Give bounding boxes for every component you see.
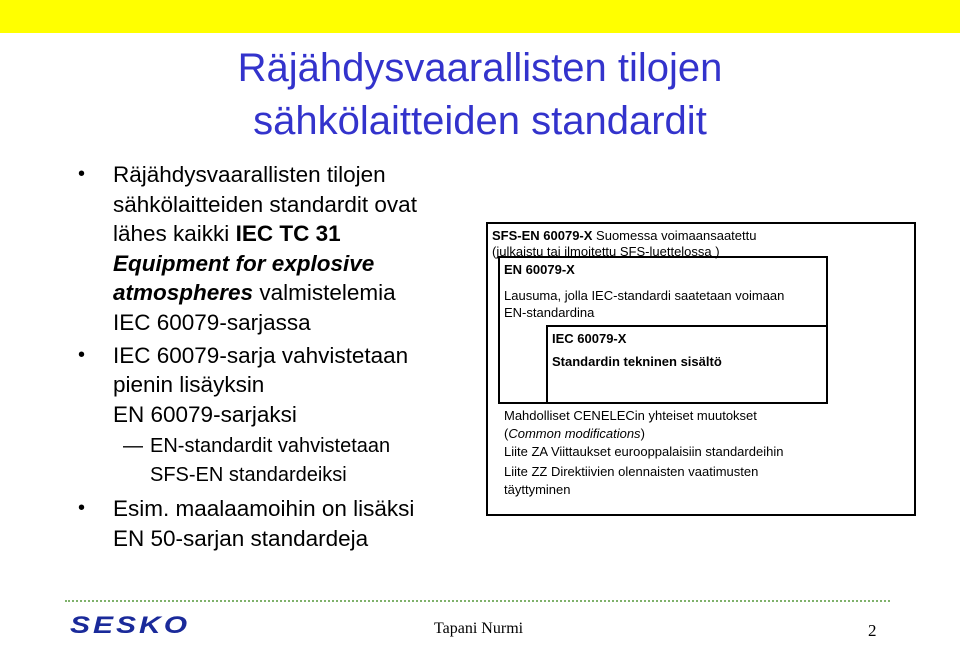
annex-zz-line2: täyttyminen xyxy=(504,482,571,497)
en-label-text: EN 60079-X xyxy=(504,262,575,277)
iec-label-text: IEC 60079-X xyxy=(552,331,627,346)
modifications-line: Mahdolliset CENELECin yhteiset muutokset xyxy=(504,408,757,423)
page-number: 2 xyxy=(868,621,877,640)
iec-label xyxy=(552,330,626,347)
bullet-item xyxy=(76,494,476,553)
iec-desc-text: Standardin tekninen sisältö xyxy=(552,354,722,369)
bullet-text xyxy=(113,278,476,308)
slide-title xyxy=(150,42,810,148)
sesko-logo: SESKO xyxy=(70,612,191,639)
paren-close: ) xyxy=(640,426,645,441)
sfs-en-desc: Suomessa voimaansaatettu xyxy=(592,228,757,243)
modifications-line xyxy=(504,425,645,442)
annex-zz-line: Liite ZZ Direktiivien olennaisten vaatimusten xyxy=(504,464,759,479)
bullet-text: sähkölaitteiden standardit ovat xyxy=(113,191,417,217)
sfs-en-desc-line2: (julkaistu tai ilmoitettu SFS-luettelossa ) xyxy=(492,244,720,259)
top-color-bar xyxy=(0,0,960,33)
bullet-item xyxy=(76,160,476,338)
bullet-item xyxy=(76,341,476,430)
sfs-en-title xyxy=(492,227,756,244)
bullet-dot-icon: • xyxy=(78,163,86,185)
bullet-text-part: valmistelemia xyxy=(253,280,396,306)
bullet-text-part: lähes kaikki xyxy=(113,221,236,247)
footer-divider xyxy=(65,600,890,602)
bullet-text: EN-standardit vahvistetaan xyxy=(150,435,391,458)
bullet-text: EN 50-sarjan standardeja xyxy=(113,525,369,551)
paren-open: ( xyxy=(504,426,509,441)
iec-desc xyxy=(552,353,722,370)
annex-za-line: Liite ZA Viittaukset eurooppalaisiin standardeihin xyxy=(504,444,784,459)
bullet-dot-icon: • xyxy=(78,343,86,366)
bullet-text xyxy=(113,219,476,249)
bullet-text: IEC 60079-sarjassa xyxy=(113,309,311,335)
slide-title-line1: Räjähdysvaarallisten tilojen xyxy=(237,46,723,90)
dash-icon: — xyxy=(123,435,143,458)
bullet-text: EN 60079-sarjaksi xyxy=(113,401,297,427)
slide-title-line2: sähkölaitteiden standardit xyxy=(253,99,707,143)
bullet-list xyxy=(76,160,476,557)
en-label xyxy=(504,261,575,278)
bullet-text: SFS-EN standardeiksi xyxy=(150,464,347,487)
bullet-emphasis-text: atmospheres xyxy=(113,280,254,306)
bullet-dot-icon: • xyxy=(78,497,86,520)
author-name: Tapani Nurmi xyxy=(434,620,524,637)
bullet-text: Räjähdysvaarallisten tilojen xyxy=(113,162,386,187)
modifications-em: Common modifications xyxy=(508,426,641,441)
sfs-en-label: SFS-EN 60079-X xyxy=(492,228,593,243)
bullet-text: Esim. maalaamoihin on lisäksi xyxy=(113,496,415,522)
sub-bullet-item xyxy=(76,432,476,490)
en-desc: Lausuma, jolla IEC-standardi saatetaan voimaan xyxy=(504,288,785,303)
bullet-text: IEC 60079-sarja vahvistetaan xyxy=(113,342,409,368)
bullet-bold-text: IEC TC 31 xyxy=(235,221,341,247)
bullet-emphasis-text: Equipment for explosive xyxy=(113,250,375,276)
bullet-text: pienin lisäyksin xyxy=(113,372,265,398)
en-desc-line2: EN-standardina xyxy=(504,305,595,320)
